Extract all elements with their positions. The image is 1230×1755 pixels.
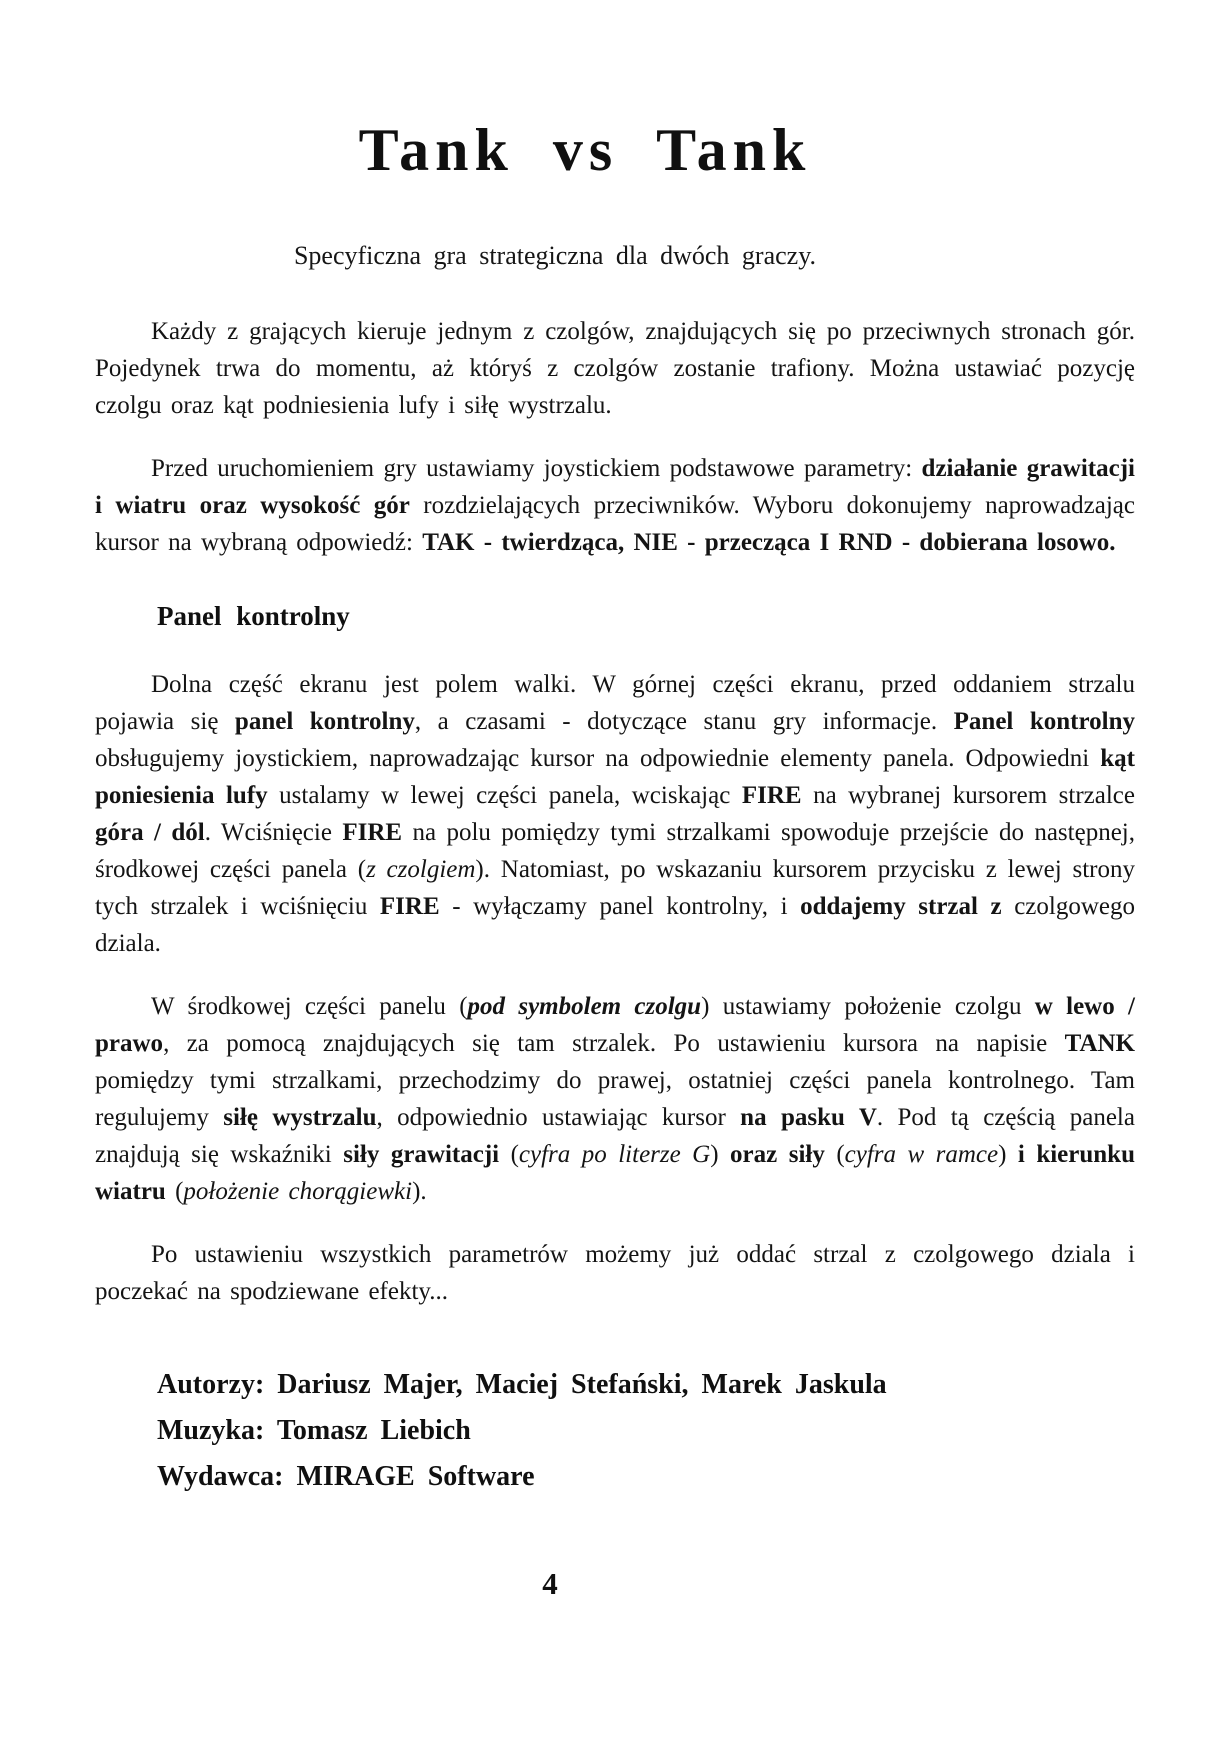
text-run: Dolna część ekranu jest polem walki. W górnej części ekranu, przed oddaniem strzalu pojawia się [95,671,1135,735]
text-run: cyfra po literze G [518,1141,711,1168]
text-run: FIRE [379,893,440,920]
text-run: rozdzielających przeciwników. Wyboru dokonujemy naprowadzając kursor na wybraną odpowiedź: [95,492,1135,556]
paragraph-game-overview [95,313,1135,424]
text-run: , odpowiednio ustawiając kursor [376,1104,741,1131]
section-heading-panel-kontrolny: Panel kontrolny [157,601,350,631]
credits-publisher-line: Wydawca: MIRAGE Software [157,1461,535,1492]
text-run: ) ustawiamy położenie czolgu [701,993,1035,1020]
page-number: 4 [542,1566,558,1601]
credits-authors-line: Autorzy: Dariusz Majer, Maciej Stefański, Marek Jaskula [157,1369,887,1400]
text-run: ustalamy w lewej części panela, wciskając [267,782,742,809]
text-run: oraz siły [730,1141,825,1168]
text-run: ) [998,1141,1018,1168]
text-run: Panel kontrolny [953,708,1136,735]
credits-block [157,1362,1135,1500]
paragraph-closing-note [95,1236,1135,1310]
text-run: ). [412,1178,427,1205]
text-run: ) [710,1141,731,1168]
text-run: Po ustawieniu wszystkich parametrów możemy już oddać strzal z czolgowego dziala i poczekać na spodziewane efekty... [95,1241,1135,1305]
text-run: . Wciśnięcie [204,819,343,846]
text-run: pomiędzy tymi strzalkami, przechodzimy do prawej, ostatniej części panela kontrolnego. Tam regulujemy [95,1067,1135,1131]
subtitle: Specyficzna gra strategiczna dla dwóch graczy. [293,241,817,270]
text-run: ( [824,1141,845,1168]
text-run: - wyłączamy panel kontrolny, i [439,893,801,920]
text-run: TANK [1064,1030,1135,1057]
text-run: ( [165,1178,184,1205]
text-run: na pasku V [740,1104,877,1131]
text-run: obsługujemy joystickiem, naprowadzając kursor na odpowiednie elementy panela. Odpowiedni [95,745,1101,772]
text-run: czolgowego dziala. [95,893,1135,957]
text-run: położenie chorągiewki [183,1178,413,1205]
text-run: . Pod tą częścią panela znajdują się wskaźniki [95,1104,1135,1168]
text-run: TAK - twierdząca, NIE - przecząca I RND - dobierana losowo. [422,529,1116,556]
credits-music-line: Muzyka: Tomasz Liebich [157,1415,471,1446]
paragraph-pre-game-setup [95,450,1135,561]
text-run: FIRE [342,819,403,846]
text-run: na wybranej kursorem strzalce [801,782,1135,809]
text-run: działanie grawitacji i wiatru oraz wysokość gór [95,455,1135,519]
text-run: oddajemy strzal z [800,893,1002,920]
text-run: góra / dól [95,819,205,846]
paragraph-control-panel [95,666,1135,962]
text-run: w lewo / prawo [95,993,1135,1057]
text-run: cyfra w ramce [844,1141,999,1168]
text-run: W środkowej części panelu ( [151,993,468,1020]
text-run: na polu pomiędzy tymi strzalkami spowoduje przejście do następnej, środkowej części panela ( [95,819,1135,883]
text-run: FIRE [741,782,802,809]
text-run: ( [499,1141,519,1168]
text-run: , a czasami - dotyczące stanu gry informacje. [414,708,954,735]
text-run: ). Natomiast, po wskazaniu kursorem przycisku z lewej strony tych strzalek i wciśnięciu [95,856,1135,920]
paragraph-middle-panel [95,988,1135,1210]
text-run: panel kontrolny [234,708,415,735]
text-run: kąt poniesienia lufy [95,745,1135,809]
text-run: Każdy z grających kieruje jednym z czolgów, znajdujących się po przeciwnych stronach gór. Pojedynek trwa do momentu, aż któryś z czolgów zostanie trafiony. Można ustawiać pozycję czolgu oraz kąt podniesienia lufy i siłę wystrzalu. [95,318,1135,419]
text-run: pod symbolem czolgu [467,993,702,1020]
text-run: Przed uruchomieniem gry ustawiamy joystickiem podstawowe parametry: [151,455,922,482]
page-title: Tank vs Tank [358,117,812,183]
text-run: siły grawitacji [343,1141,500,1168]
text-run: siłę wystrzalu [223,1104,377,1131]
text-run: i kierunku wiatru [95,1141,1135,1205]
text-run: , za pomocą znajdujących się tam strzalek. Po ustawieniu kursora na napisie [163,1030,1065,1057]
text-run: z czolgiem [366,856,476,883]
